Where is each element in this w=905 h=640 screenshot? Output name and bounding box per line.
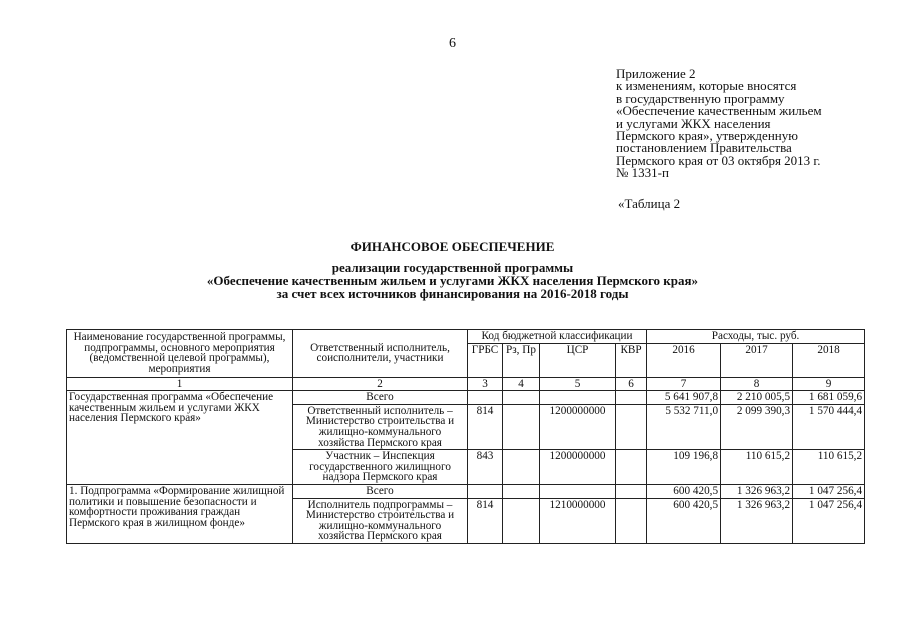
appendix-line: Пермского края от 03 октября 2013 г. bbox=[616, 152, 821, 168]
value-2016: 600 420,5 bbox=[647, 484, 721, 498]
csr-cell: 1200000000 bbox=[540, 404, 616, 449]
value-2017: 1 326 963,2 bbox=[721, 498, 793, 543]
rz-pr-cell bbox=[503, 484, 540, 498]
executor-cell: Всего bbox=[293, 391, 468, 405]
subprogram-name-cell: 1. Подпрограмма «Формирование жилищной политики и повышение безопасности и комфортности проживания граждан Пермского края в жилищном фонде» bbox=[67, 484, 293, 543]
grbs-cell: 814 bbox=[468, 404, 503, 449]
appendix-line: «Обеспечение качественным жильем bbox=[616, 103, 822, 119]
value-2017: 2 210 005,5 bbox=[721, 391, 793, 405]
financing-table bbox=[66, 329, 865, 544]
value-2017: 1 326 963,2 bbox=[721, 484, 793, 498]
header-budget-code: Код бюджетной классификации bbox=[468, 330, 647, 344]
column-number: 8 bbox=[721, 377, 793, 391]
executor-cell: Исполнитель подпрограммы – Министерство строительства и жилищно-коммунального хозяйства Пермского края bbox=[293, 498, 468, 543]
value-2018: 1 047 256,4 bbox=[793, 484, 865, 498]
header-row bbox=[67, 330, 865, 344]
value-2016: 5 532 711,0 bbox=[647, 404, 721, 449]
grbs-cell: 843 bbox=[468, 450, 503, 485]
column-number: 6 bbox=[616, 377, 647, 391]
value-2018: 110 615,2 bbox=[793, 450, 865, 485]
kvr-cell bbox=[616, 450, 647, 485]
value-2017: 2 099 390,3 bbox=[721, 404, 793, 449]
column-number: 1 bbox=[67, 377, 293, 391]
appendix-line: № 1331-п bbox=[616, 165, 669, 181]
table-reference: «Таблица 2 bbox=[618, 196, 681, 211]
header-csr: ЦСР bbox=[540, 343, 616, 377]
value-2016: 109 196,8 bbox=[647, 450, 721, 485]
kvr-cell bbox=[616, 404, 647, 449]
page-number: 6 bbox=[449, 36, 456, 51]
column-number: 2 bbox=[293, 377, 468, 391]
value-2018: 1 570 444,4 bbox=[793, 404, 865, 449]
grbs-cell bbox=[468, 484, 503, 498]
header-executor: Ответственный исполнитель, соисполнители, участники bbox=[293, 330, 468, 378]
csr-cell bbox=[540, 391, 616, 405]
header-2017: 2017 bbox=[721, 343, 793, 377]
column-number: 7 bbox=[647, 377, 721, 391]
csr-cell bbox=[540, 484, 616, 498]
value-2016: 600 420,5 bbox=[647, 498, 721, 543]
appendix-line: постановлением Правительства bbox=[616, 140, 792, 156]
table-row bbox=[67, 484, 865, 498]
rz-pr-cell bbox=[503, 391, 540, 405]
kvr-cell bbox=[616, 484, 647, 498]
column-number-row bbox=[67, 377, 865, 391]
column-number: 3 bbox=[468, 377, 503, 391]
rz-pr-cell bbox=[503, 498, 540, 543]
rz-pr-cell bbox=[503, 450, 540, 485]
column-number: 9 bbox=[793, 377, 865, 391]
header-expenses: Расходы, тыс. руб. bbox=[647, 330, 865, 344]
program-name-cell: Государственная программа «Обеспечение качественным жильем и услугами ЖКХ населения Пермского края» bbox=[67, 391, 293, 485]
column-number: 5 bbox=[540, 377, 616, 391]
value-2018: 1 681 059,6 bbox=[793, 391, 865, 405]
grbs-cell: 814 bbox=[468, 498, 503, 543]
executor-cell: Ответственный исполнитель – Министерство строительства и жилищно-коммунального хозяйства Пермского края bbox=[293, 404, 468, 449]
appendix-line: к изменениям, которые вносятся bbox=[616, 78, 797, 94]
appendix-line: в государственную программу bbox=[616, 90, 785, 106]
value-2018: 1 047 256,4 bbox=[793, 498, 865, 543]
appendix-line: Пермского края», утвержденную bbox=[616, 128, 798, 144]
header-name: Наименование государственной программы, подпрограммы, основного мероприятия (ведомственной целевой программы), мероприятия bbox=[67, 330, 293, 378]
appendix-line: Приложение 2 bbox=[616, 66, 696, 81]
column-number: 4 bbox=[503, 377, 540, 391]
appendix-line: и услугами ЖКХ населения bbox=[616, 115, 771, 131]
header-rz-pr: Рз, Пр bbox=[503, 343, 540, 377]
header-grbs: ГРБС bbox=[468, 343, 503, 377]
csr-cell: 1200000000 bbox=[540, 450, 616, 485]
rz-pr-cell bbox=[503, 404, 540, 449]
executor-cell: Участник – Инспекция государственного жилищного надзора Пермского края bbox=[293, 450, 468, 485]
header-kvr: КВР bbox=[616, 343, 647, 377]
header-2016: 2016 bbox=[647, 343, 721, 377]
header-2018: 2018 bbox=[793, 343, 865, 377]
grbs-cell bbox=[468, 391, 503, 405]
funding-period: за счет всех источников финансирования на 2016-2018 годы bbox=[276, 286, 629, 301]
value-2017: 110 615,2 bbox=[721, 450, 793, 485]
executor-cell: Всего bbox=[293, 484, 468, 498]
value-2016: 5 641 907,8 bbox=[647, 391, 721, 405]
csr-cell: 1210000000 bbox=[540, 498, 616, 543]
kvr-cell bbox=[616, 498, 647, 543]
document-subtitle: реализации государственной программы bbox=[331, 260, 574, 275]
appendix-note bbox=[616, 68, 901, 180]
table-row bbox=[67, 391, 865, 405]
document-title: ФИНАНСОВОЕ ОБЕСПЕЧЕНИЕ bbox=[350, 239, 555, 254]
program-name: «Обеспечение качественным жильем и услугами ЖКХ населения Пермского края» bbox=[206, 273, 699, 288]
kvr-cell bbox=[616, 391, 647, 405]
